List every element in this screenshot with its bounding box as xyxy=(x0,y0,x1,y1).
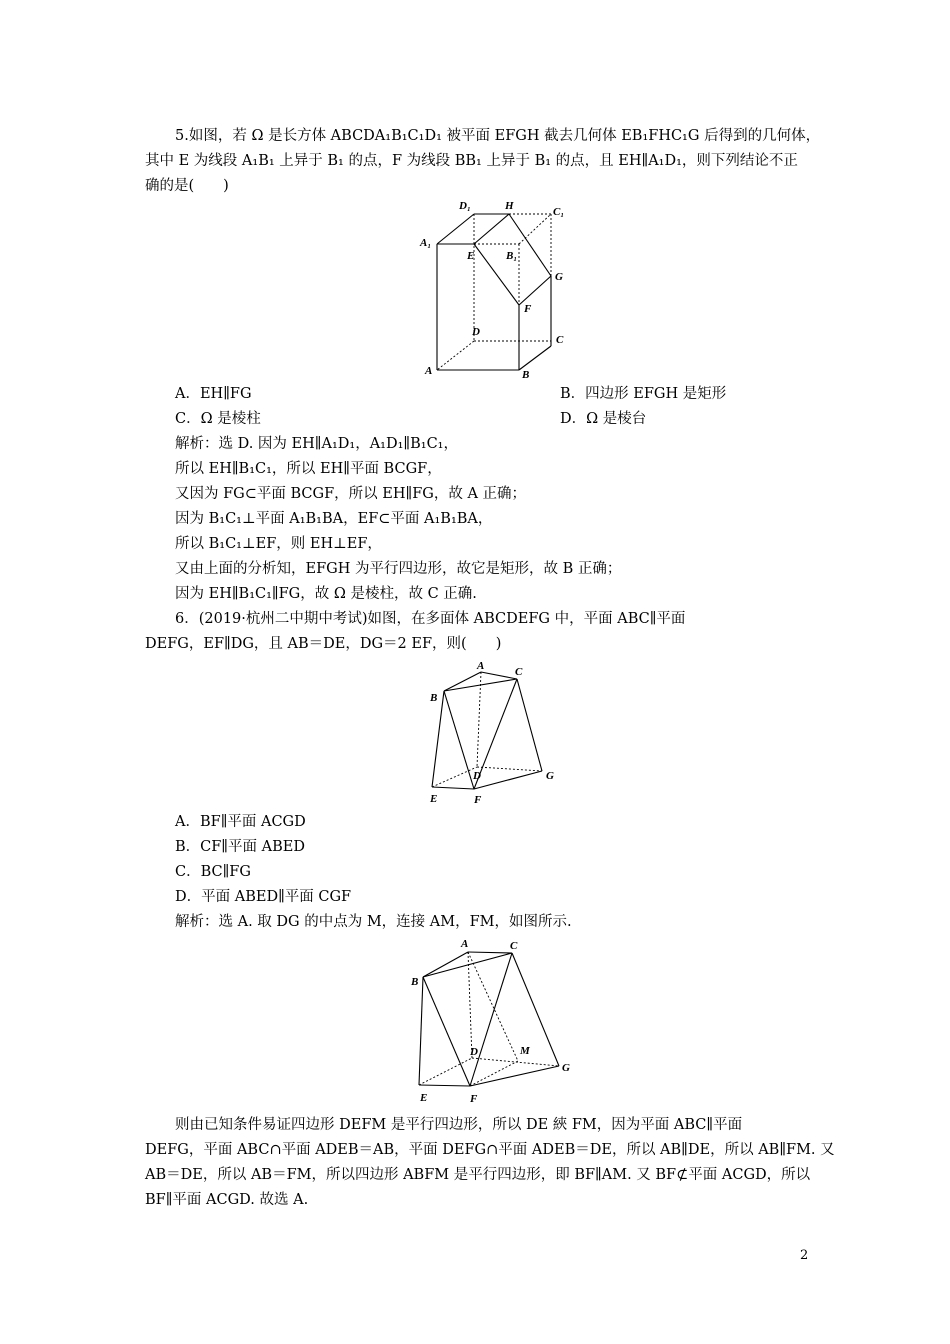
q5-solution-3: 又因为 FG⊂平面 BCGF，所以 EH∥FG，故 A 正确； xyxy=(175,486,527,502)
label-f: F xyxy=(524,303,532,315)
q5-solution-7: 因为 EH∥B₁C₁∥FG，故 Ω 是棱柱，故 C 正确. xyxy=(175,586,477,602)
q6-solution-rest-2: DEFG，平面 ABC∩平面 ADEB＝AB，平面 DEFG∩平面 ADEB＝DE，所以 AB∥DE，所以 AB∥FM. 又 xyxy=(145,1142,835,1158)
fig1-label-d: D xyxy=(473,770,481,782)
q5-line-2: 其中 E 为线段 A₁B₁ 上异于 B₁ 的点，F 为线段 BB₁ 上异于 B₁ 的点，且 EH∥A₁D₁，则下列结论不正 xyxy=(145,153,798,169)
fig1-label-e: E xyxy=(430,793,438,805)
fig2-label-a: A xyxy=(461,938,469,950)
label-e: E xyxy=(467,250,475,262)
label-a1: A₁ xyxy=(420,237,432,249)
fig2-label-m: M xyxy=(520,1045,530,1057)
q5-option-b: B．四边形 EFGH 是矩形 xyxy=(560,386,727,402)
label-d1: D₁ xyxy=(459,200,471,212)
q5-solution-6: 又由上面的分析知，EFGH 为平行四边形，故它是矩形，故 B 正确； xyxy=(175,561,622,577)
fig1-label-c: C xyxy=(515,666,523,678)
q6-solution-rest-3: AB＝DE，所以 AB＝FM，所以四边形 ABFM 是平行四边形，即 BF∥AM. 又 BF⊄平面 ACGD，所以 xyxy=(145,1167,811,1183)
label-c: C xyxy=(556,334,564,346)
fig1-label-a: A xyxy=(477,660,485,672)
q5-option-d: D．Ω 是棱台 xyxy=(560,411,647,427)
fig2-label-f: F xyxy=(470,1093,478,1105)
q5-solution-4: 因为 B₁C₁⊥平面 A₁B₁BA，EF⊂平面 A₁B₁BA， xyxy=(175,511,493,527)
q6-line-1: 6．(2019·杭州二中期中考试)如图，在多面体 ABCDEFG 中，平面 ABC∥平面 xyxy=(175,611,686,627)
q6-solution-rest-1: 则由已知条件易证四边形 DEFM 是平行四边形，所以 DE 綊 FM，因为平面 ABC∥平面 xyxy=(175,1117,743,1133)
q5-line-3: 确的是( ) xyxy=(145,178,229,194)
fig2-label-e: E xyxy=(420,1092,428,1104)
q5-option-c: C．Ω 是棱柱 xyxy=(175,411,261,427)
label-a: A xyxy=(425,365,433,377)
q6-solution-rest-4: BF∥平面 ACGD. 故选 A. xyxy=(145,1192,309,1208)
fig2-label-g: G xyxy=(562,1062,570,1074)
q5-option-a: A．EH∥FG xyxy=(175,386,252,402)
q5-line-1: 5.如图，若 Ω 是长方体 ABCDA₁B₁C₁D₁ 被平面 EFGH 截去几何体 EB₁FHC₁G 后得到的几何体， xyxy=(175,128,821,144)
label-b1: B₁ xyxy=(506,250,518,262)
label-c1: C₁ xyxy=(553,206,565,218)
label-h: H xyxy=(505,200,514,212)
q6-option-a: A．BF∥平面 ACGD xyxy=(175,814,306,830)
label-g: G xyxy=(555,271,563,283)
q6-option-c: C．BC∥FG xyxy=(175,864,251,880)
q5-solution-2: 所以 EH∥B₁C₁，所以 EH∥平面 BCGF， xyxy=(175,461,442,477)
q6-option-d: D．平面 ABED∥平面 CGF xyxy=(175,889,352,905)
label-d: D xyxy=(472,326,480,338)
fig1-label-b: B xyxy=(430,692,438,704)
fig2-label-b: B xyxy=(411,976,419,988)
page-number: 2 xyxy=(800,1248,809,1263)
q6-option-b: B．CF∥平面 ABED xyxy=(175,839,305,855)
q5-solution-1: 解析：选 D. 因为 EH∥A₁D₁，A₁D₁∥B₁C₁， xyxy=(175,436,458,452)
label-b: B xyxy=(522,369,530,381)
q5-solution-5: 所以 B₁C₁⊥EF，则 EH⊥EF， xyxy=(175,536,382,552)
fig1-label-f: F xyxy=(474,794,482,806)
q6-line-2: DEFG，EF∥DG，且 AB＝DE，DG＝2 EF，则( ) xyxy=(145,636,502,652)
fig1-label-g: G xyxy=(546,770,554,782)
fig2-label-c: C xyxy=(510,940,518,952)
q6-solution-intro: 解析：选 A. 取 DG 的中点为 M，连接 AM，FM，如图所示. xyxy=(175,914,572,930)
fig2-label-d: D xyxy=(470,1046,478,1058)
